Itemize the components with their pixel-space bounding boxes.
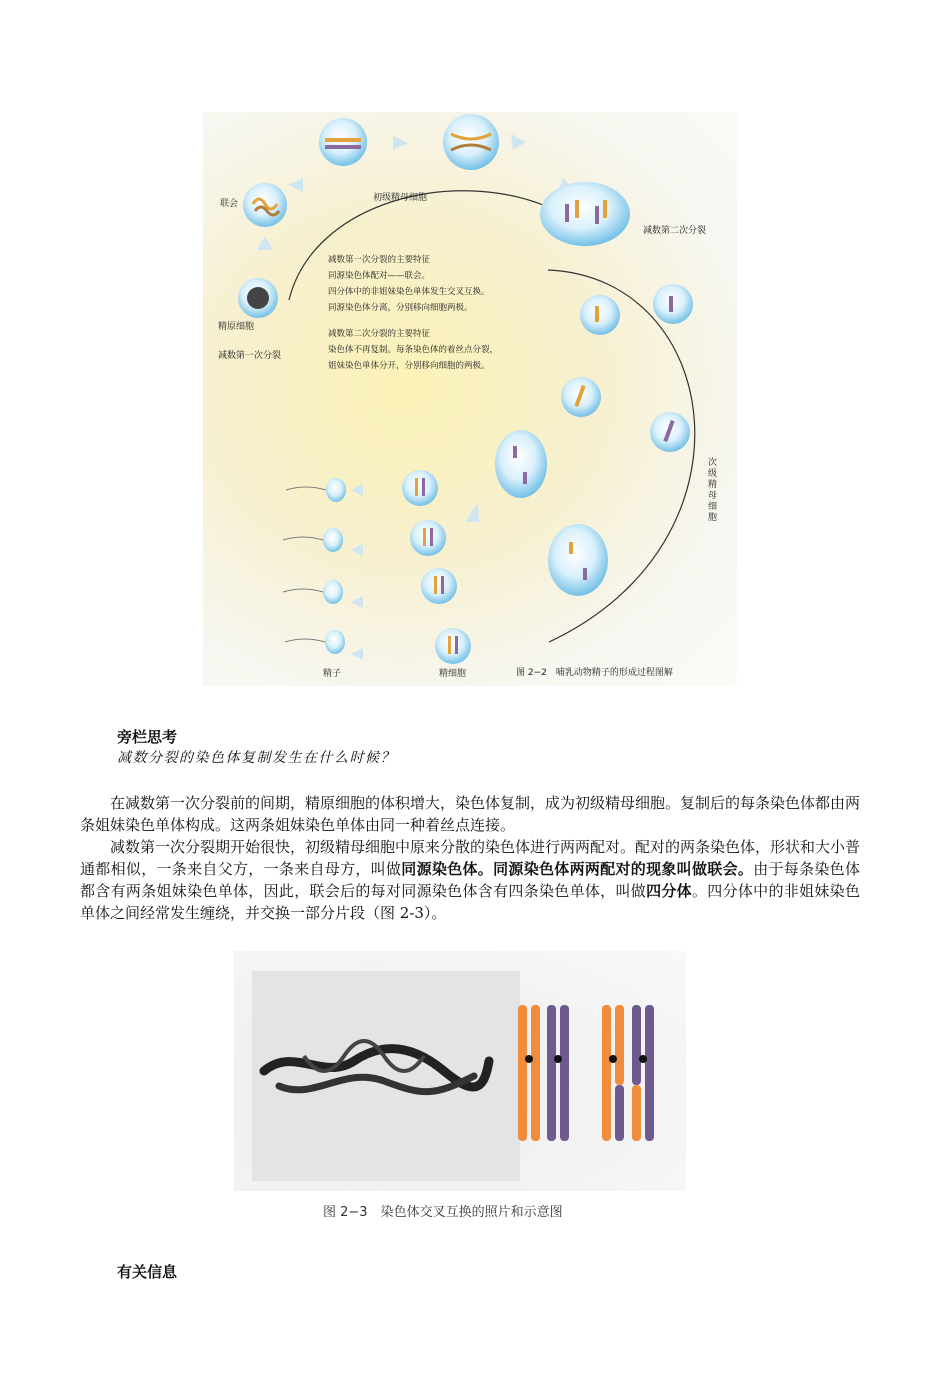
paragraph-interphase: 在减数第一次分裂前的间期，精原细胞的体积增大，染色体复制，成为初级精母细胞。复制后的每条染色体都由两条姐妹染色单体构成。这两条姐妹染色单体由同一种着丝点连接。 — [80, 794, 861, 834]
anaphase2-cell-1 — [495, 430, 547, 498]
label-spermatogonium: 精原细胞 — [218, 322, 255, 332]
term-homologous: 同源染色体。同源染色体两两配对的现象叫做联会。 — [401, 860, 754, 878]
spermatogenesis-diagram — [203, 112, 737, 686]
figure-crossing-over — [234, 951, 686, 1191]
spermatid-4 — [435, 628, 471, 664]
figure2-caption: 图 2−3 染色体交叉互换的照片和示意图 — [323, 1205, 563, 1220]
label-primary: 初级精母细胞 — [373, 193, 428, 203]
crossing-over-diagram — [234, 951, 686, 1191]
homolog-pair-before — [518, 1005, 569, 1141]
m2-title: 减数第二次分裂的主要特征 — [328, 329, 431, 339]
homolog-pair-after — [602, 1005, 654, 1141]
metaphase1-cell — [443, 114, 499, 170]
label-secondary: 次级精母细胞 — [708, 458, 718, 523]
m1-line-1: 同源染色体配对——联会。 — [328, 271, 431, 281]
info-title: 有关信息 — [117, 1263, 178, 1281]
anaphase1-cell — [540, 182, 630, 246]
m2-line-1: 染色体不再复制。每条染色体的着丝点分裂， — [328, 345, 499, 355]
m1-title: 减数第一次分裂的主要特征 — [328, 255, 431, 265]
label-synapsis: 联会 — [220, 199, 239, 209]
spermatid-1 — [402, 470, 438, 506]
meiosis-features — [328, 252, 538, 374]
spermatid-2 — [410, 520, 446, 556]
sidebar-question: 减数分裂的染色体复制发生在什么时候？ — [117, 750, 396, 766]
anaphase2-cell-2 — [548, 524, 608, 596]
spermatid-3 — [421, 568, 457, 604]
figure-spermatogenesis — [203, 112, 737, 686]
secondary-cell-1 — [580, 295, 620, 335]
m2-line-2: 姐妹染色单体分开，分别移向细胞的两极。 — [328, 361, 490, 371]
process-arrows — [257, 134, 575, 660]
m1-line-2: 四分体中的非姐妹染色单体发生交叉互换。 — [328, 287, 490, 297]
label-sperm: 精子 — [323, 669, 342, 679]
term-tetrad: 四分体 — [646, 882, 692, 900]
label-spermatid: 精细胞 — [439, 669, 467, 679]
label-meiosis1: 减数第一次分裂 — [218, 351, 282, 361]
figure1-caption: 图 2−2 哺乳动物精子的形成过程图解 — [516, 668, 673, 678]
sidebar-title: 旁栏思考 — [117, 728, 178, 746]
sperm-group — [283, 478, 346, 654]
paragraph-synapsis: 减数第一次分裂期开始很快，初级精母细胞中原来分散的染色体进行两两配对。配对的两条染色体，形状和大小普通都相似，一条来自父方，一条来自母方，叫做同源染色体。同源染色体两两配对的现象叫做联会。由于每条染色体都含有两条姐妹染色单体，因此，联会后的每对同源染色体含有四条染色单体，叫做四分体。四分体中的非姐妹染色单体之间经常发生缠绕，并交换一部分片段（图 2-3）。 — [80, 838, 861, 922]
label-meiosis2: 减数第二次分裂 — [643, 226, 707, 236]
m1-line-3: 同源染色体分离，分别移向细胞两极。 — [328, 303, 473, 313]
spermatogonium-nucleus — [247, 287, 269, 309]
